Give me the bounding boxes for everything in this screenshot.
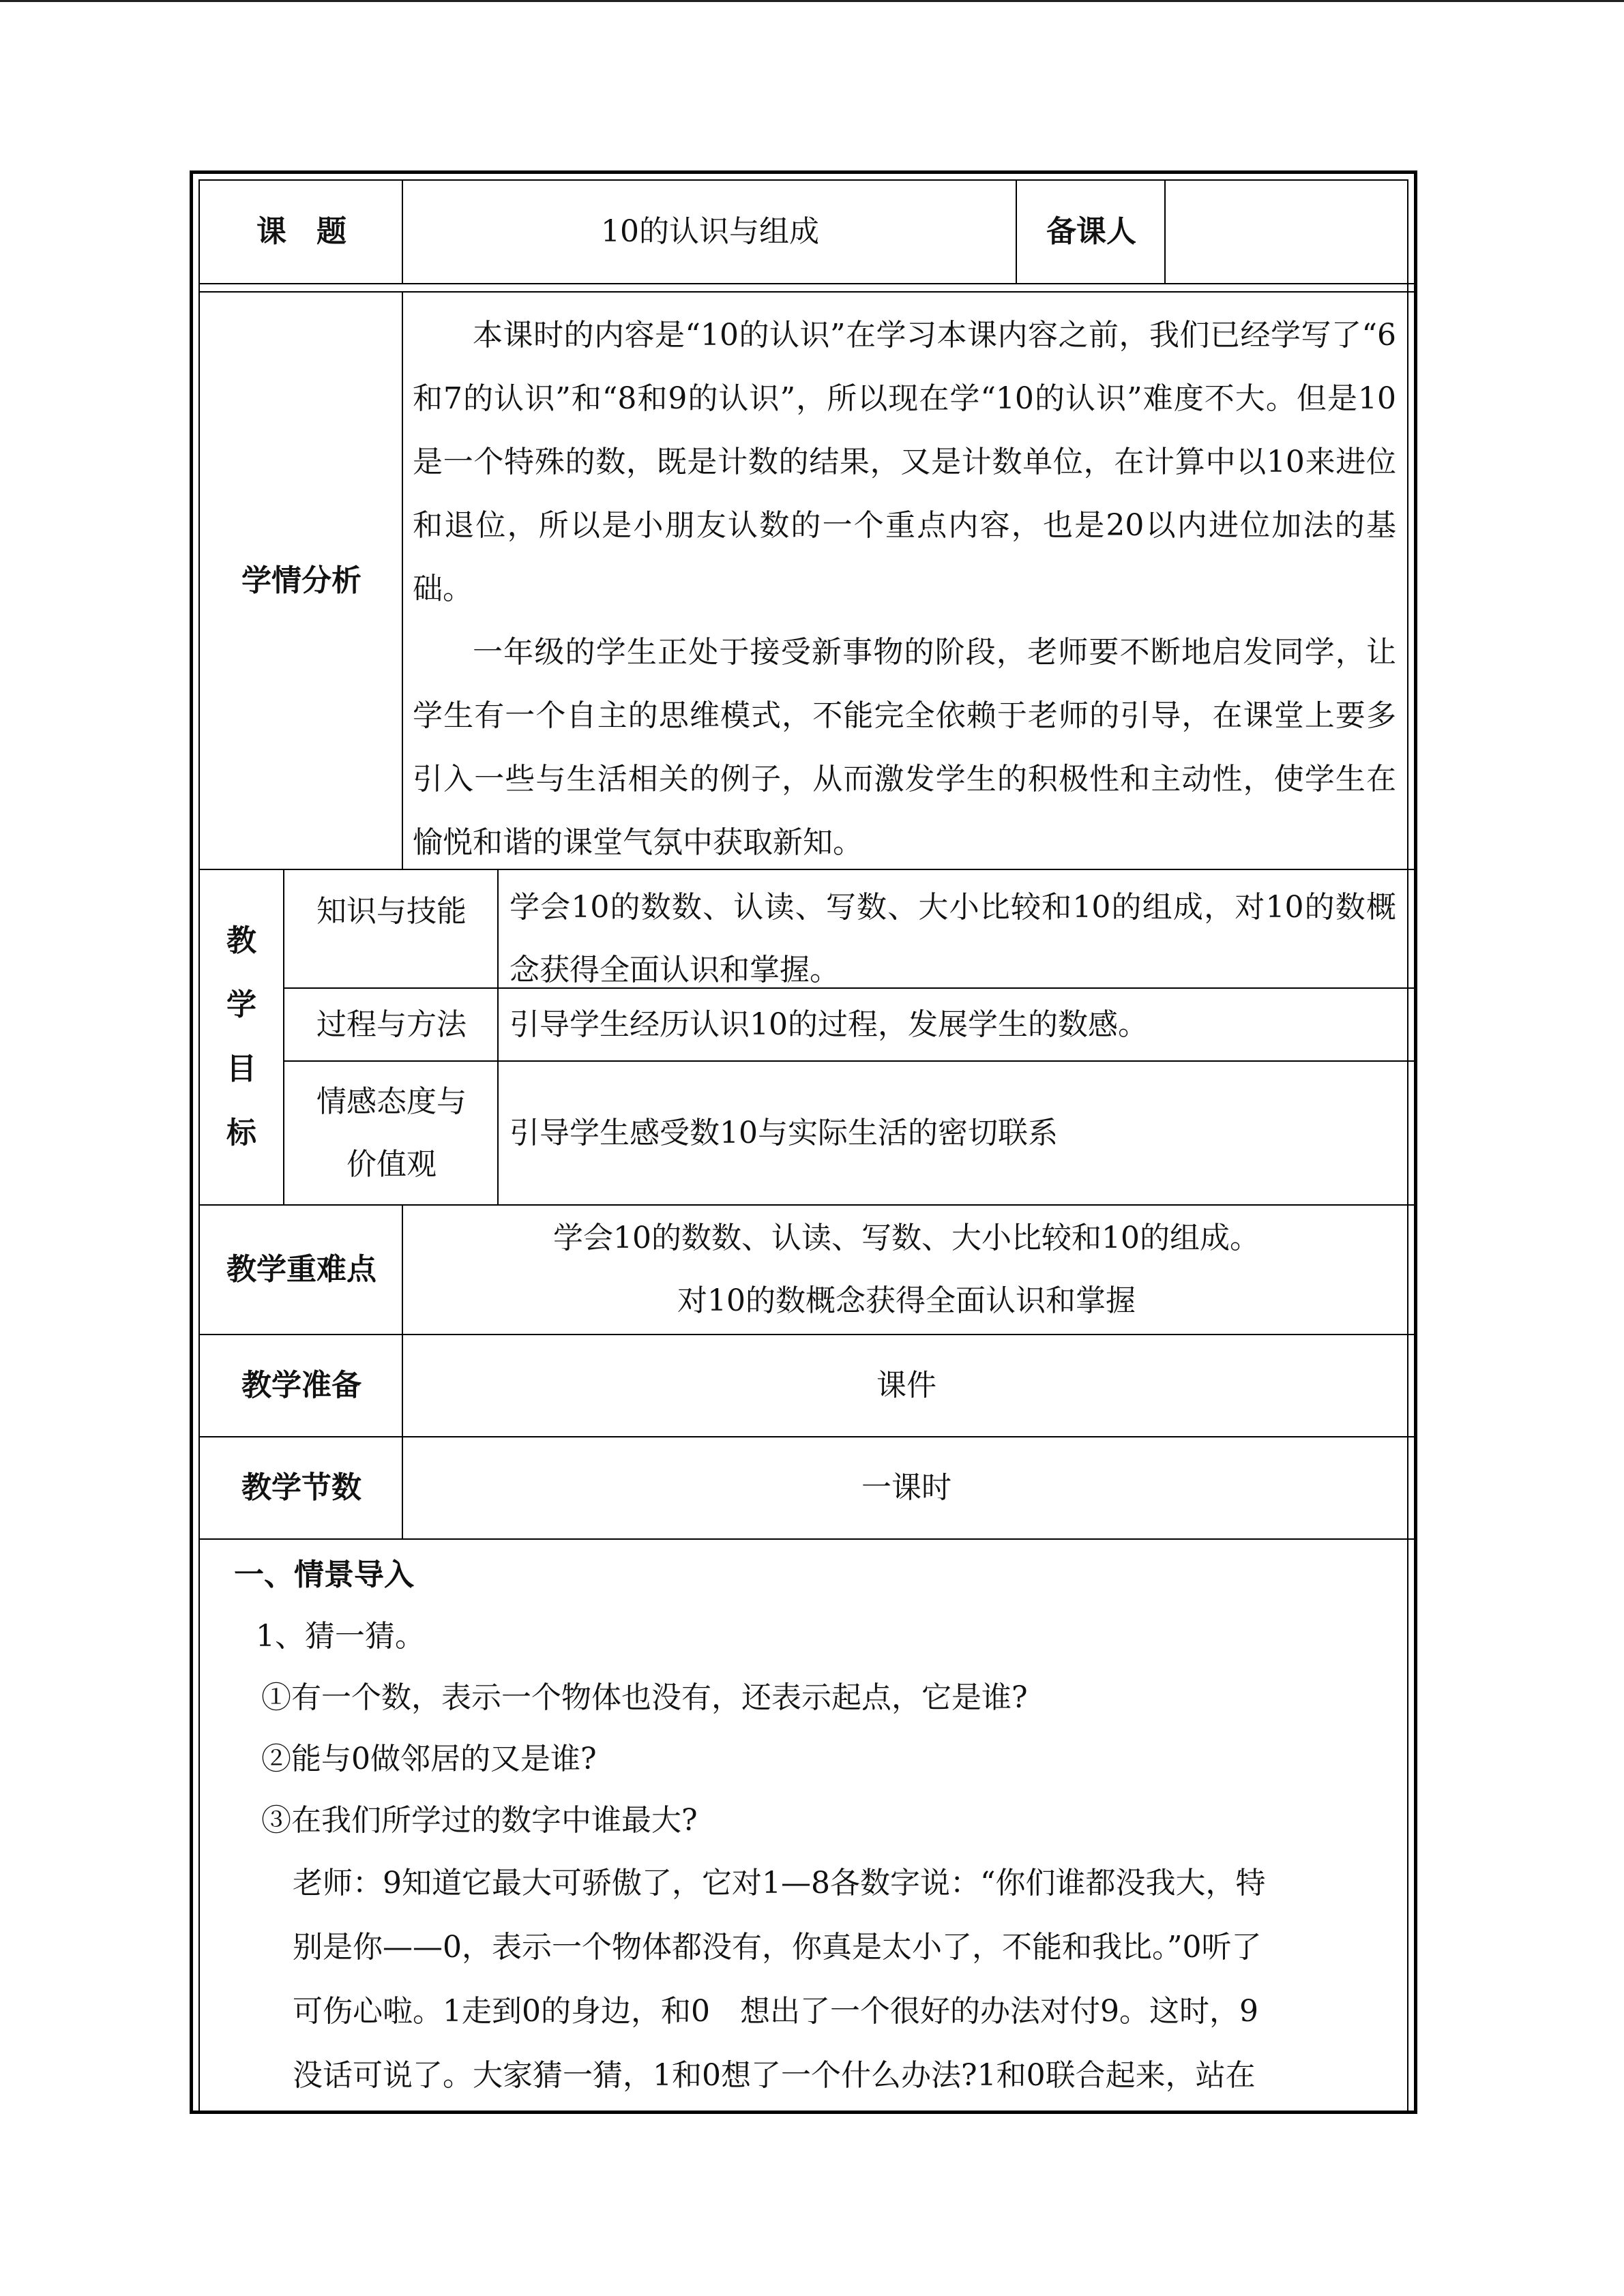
- sessions-divider: [200, 1538, 1417, 1540]
- lesson-plan-table: [190, 170, 1417, 2114]
- process-item-1: 1、猜一猜。: [256, 1619, 425, 1654]
- story-line: 别是你——0，表示一个物体都没有，你真是太小了，不能和我比。”0听了: [293, 1930, 1262, 1965]
- col-divider-analysis: [402, 291, 403, 870]
- process-question: ③在我们所学过的数字中谁最大?: [261, 1803, 698, 1838]
- objective-attitude-text: 引导学生感受数10与实际生活的密切联系: [510, 1115, 1058, 1150]
- key-points-line: 学会10的数数、认读、写数、大小比较和10的组成。: [553, 1221, 1260, 1255]
- objective-knowledge-text: 学会10的数数、认读、写数、大小比较和10的组成，对10的数概念获得全面认识和掌握。: [510, 890, 1396, 987]
- preparation-label: 教学准备: [241, 1368, 361, 1403]
- col-divider-preparer: [1164, 181, 1166, 283]
- col-divider-objectives-2: [497, 870, 499, 1204]
- analysis-paragraph-1: 本课时的内容是“10的认识”在学习本课内容之前，我们已经学写了“6和7的认识”和“8和9的认识”，所以现在学“10的认识”难度不大。但是10是一个特殊的数，既是计数的结果，又是计数单位，在计算中以10来进位和退位，所以是小朋友认数的一个重点内容，也是20以内进位加法的基础。: [413, 318, 1396, 606]
- topic-value: 10的认识与组成: [601, 214, 819, 250]
- analysis-label: 学情分析: [241, 563, 361, 598]
- lesson-plan-inner-table: [198, 179, 1408, 2114]
- objective-attitude-label-line: 情感态度与: [316, 1084, 467, 1119]
- page-top-border: [0, 0, 1624, 2]
- topic-divider-1: [200, 283, 1417, 284]
- objectives-label-char: 标: [226, 1116, 256, 1150]
- teaching-process: [234, 1545, 1265, 2108]
- key-points-label: 教学重难点: [226, 1252, 377, 1287]
- objectives-label-char: 目: [226, 1052, 256, 1086]
- analysis-paragraph-2: 一年级的学生正处于接受新事物的阶段，老师要不断地启发同学，让学生有一个自主的思维模式，不能完全依赖于老师的引导，在课堂上要多引入一些与生活相关的例子，从而激发学生的积极性和主动性，使学生在愉悦和谐的课堂气氛中获取新知。: [413, 635, 1396, 860]
- preparer-label: 备课人: [1046, 214, 1136, 250]
- objectives-label: [200, 870, 283, 1204]
- process-question: ②能与0做邻居的又是谁?: [261, 1742, 597, 1776]
- col-divider-label-topic: [402, 181, 403, 283]
- objective-process-text: 引导学生经历认识10的过程，发展学生的数感。: [510, 1007, 1148, 1042]
- preparer-value: [1166, 181, 1408, 283]
- key-points-value: [404, 1206, 1408, 1334]
- sessions-value: 一课时: [861, 1470, 951, 1506]
- story-line: 可伤心啦。1走到0的身边，和0 想出了一个很好的办法对付9。这时，9: [293, 1994, 1258, 2029]
- key-points-line: 对10的数概念获得全面认识和掌握: [677, 1283, 1136, 1318]
- topic-label: 课 题: [256, 214, 346, 250]
- objective-attitude-label-line: 价值观: [346, 1146, 437, 1182]
- objective-knowledge-label: 知识与技能: [316, 894, 467, 929]
- objective-process-label: 过程与方法: [316, 1007, 467, 1042]
- col-divider-objectives-1: [283, 870, 284, 1204]
- story-line: 老师：9知道它最大可骄傲了，它对1—8各数字说：“你们谁都没我大，特: [293, 1866, 1266, 1900]
- objectives-label-char: 学: [226, 987, 256, 1022]
- objectives-label-char: 教: [226, 923, 256, 958]
- objective-attitude-label: [284, 1062, 499, 1204]
- process-question: ①有一个数，表示一个物体也没有，还表示起点，它是谁?: [261, 1680, 1028, 1715]
- col-divider-lower: [402, 1204, 403, 1538]
- preparation-value: 课件: [876, 1368, 936, 1403]
- process-heading: 一、情景导入: [234, 1557, 414, 1592]
- col-divider-topic-preparer: [1016, 181, 1017, 283]
- story-line: 没话可说了。大家猜一猜，1和0想了一个什么办法?1和0联合起来，站在: [293, 2058, 1256, 2093]
- sessions-label: 教学节数: [241, 1470, 361, 1506]
